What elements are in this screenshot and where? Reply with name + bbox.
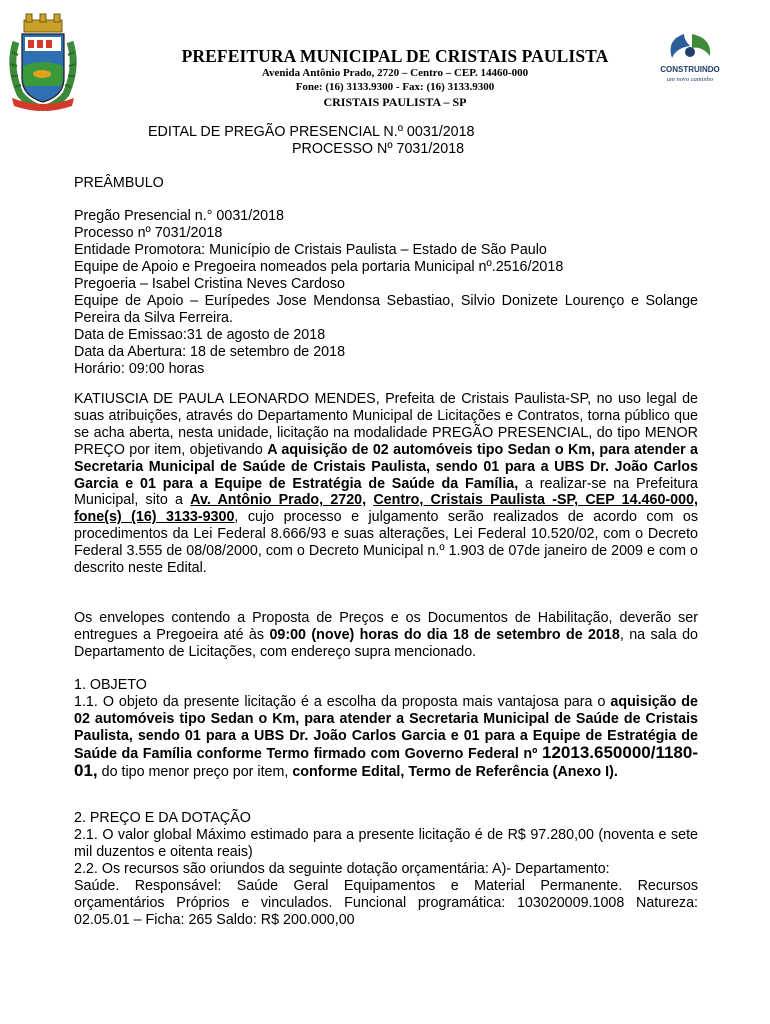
preco-recursos-detail: Saúde. Responsável: Saúde Geral Equipamentos e Material Permanente. Recursos orçamentários Próprios e vinculados. Funcional programática: 103020009.1008 Natureza: 02.05.01 – Ficha: 265 Saldo: R$ 200.000,00	[74, 878, 698, 928]
municipal-crest-icon	[6, 12, 80, 112]
envelopes-paragraph	[74, 610, 698, 661]
intro-legal-text: , cujo processo e julgamento serão realizados de acordo com os procedimentos da Lei Federal 8.666/93 e suas alterações, Lei Federal 10.520/02, com o Decreto Federal 3.555 de 08/08/2000, com o Decreto Municipal n.º 1.903 de 07de janeiro de 2009 e com o descrito neste Edital.	[74, 509, 698, 577]
objeto-heading: 1. OBJETO	[74, 677, 147, 693]
intro-object-bold: A aquisição de 02 automóveis tipo Sedan o Km, para atender a Secretaria Municipal de Saúde de Cristais Paulista, sendo 01 para a UBS Dr. João Carlos Garcia e 01 para a Equipe de Estratégia de Saúde da Família,	[74, 441, 698, 492]
logo-text: CONSTRUINDO	[660, 65, 720, 74]
processo-title: PROCESSO Nº 7031/2018	[292, 141, 465, 157]
preambulo-line: Pregoeria – Isabel Cristina Neves Cardoso	[74, 275, 345, 292]
objeto-termo-number: 12013.650000/1180-01,	[74, 742, 698, 780]
envelopes-deadline: 09:00 (nove) horas do dia 18 de setembro de 2018	[269, 626, 620, 643]
preambulo-heading: PREÂMBULO	[74, 175, 164, 191]
construindo-logo-icon	[654, 30, 726, 86]
objeto-text: 1.1. O objeto da presente licitação é a escolha da proposta mais vantajosa para o	[74, 694, 606, 710]
objeto-bold: aquisição de 02 automóveis tipo Sedan o Km, para atender a Secretaria Municipal de Saúde de Cristais Paulista, sendo 01 para a UBS Dr. João Carlos Garcia e 01 para a Equipe de Estratégia de Saúde da Família conforme Termo firmado com Governo Federal nº	[74, 694, 698, 762]
preco-heading: 2. PREÇO E DA DOTAÇÃO	[74, 810, 251, 826]
dates-block	[74, 327, 698, 378]
intro-address-part2: Centro, Cristais Paulista -SP, CEP 14.460-000, fone(s) (16) 3133-9300	[74, 492, 698, 526]
intro-text: KATIUSCIA DE PAULA LEONARDO MENDES, Prefeita de Cristais Paulista-SP, no uso legal de suas atribuições, através do Departamento Municipal de Licitações e Contratos, torna público que se acha aberta, nesta unidade, licitação na modalidade PREGÃO PRESENCIAL, do tipo MENOR PREÇO por item, objetivando	[74, 391, 698, 458]
envelopes-text-end: , na sala do Departamento de Licitações, com endereço supra mencionado.	[74, 626, 698, 660]
edital-title: EDITAL DE PREGÃO PRESENCIAL N.º 0031/2018	[148, 124, 475, 140]
date-abertura: Data da Abertura: 18 de setembro de 2018	[74, 343, 346, 360]
intro-paragraph	[74, 391, 698, 577]
equipe-apoio: Equipe de Apoio – Eurípedes Jose Mendonsa Sebastiao, Silvio Donizete Lourenço e Solange Pereira da Silva Ferreira.	[74, 293, 698, 326]
preambulo-block	[74, 208, 698, 293]
preco-valor: 2.1. O valor global Máximo estimado para a presente licitação é de R$ 97.280,00 (noventa e sete mil duzentos e oitenta reais)	[74, 827, 698, 860]
logo-slogan: um novo caminho	[666, 76, 714, 83]
objeto-tipo: do tipo menor preço por item,	[101, 763, 289, 780]
preco-recursos-line: 2.2. Os recursos são oriundos da seguinte dotação orçamentária: A)- Departamento:	[74, 861, 610, 877]
date-emissao: Data de Emissao:31 de agosto de 2018	[74, 327, 326, 343]
preambulo-line: Pregão Presencial n.° 0031/2018	[74, 208, 284, 224]
preambulo-line: Processo nº 7031/2018	[74, 224, 223, 241]
intro-address-part1: Av. Antônio Prado, 2720,	[190, 492, 367, 509]
objeto-conforme: conforme Edital, Termo de Referência (Anexo I).	[292, 763, 618, 780]
objeto-paragraph	[74, 694, 698, 781]
letterhead-title: PREFEITURA MUNICIPAL DE CRISTAIS PAULISTA	[181, 46, 609, 66]
horario: Horário: 09:00 horas	[74, 360, 205, 377]
envelopes-text: Os envelopes contendo a Proposta de Preços e os Documentos de Habilitação, deverão ser entregues a Pregoeira até às	[74, 610, 698, 643]
letterhead-address: Avenida Antônio Prado, 2720 – Centro – CEP. 14460-000	[261, 67, 529, 79]
letterhead-phone: Fone: (16) 3133.9300 - Fax: (16) 3133.9300	[295, 81, 495, 93]
preambulo-line: Equipe de Apoio e Pregoeira nomeados pela portaria Municipal nº.2516/2018	[74, 258, 564, 275]
intro-location-text: a realizar-se na Prefeitura Municipal, sito a	[74, 475, 698, 509]
preambulo-line: Entidade Promotora: Município de Cristais Paulista – Estado de São Paulo	[74, 241, 547, 258]
letterhead-city: CRISTAIS PAULISTA – SP	[323, 95, 467, 109]
